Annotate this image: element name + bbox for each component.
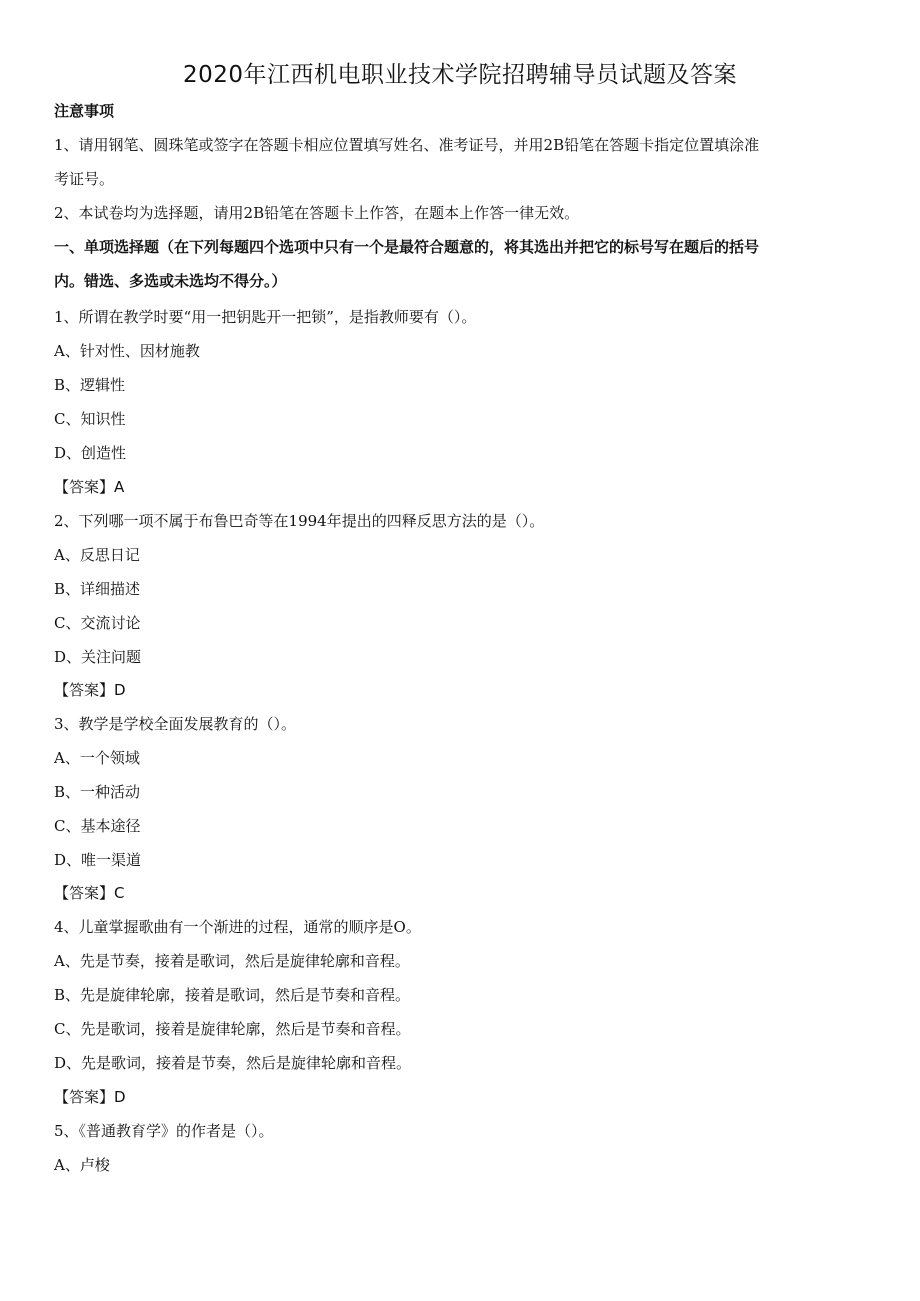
page-title: 2020年江西机电职业技术学院招聘辅导员试题及答案 (182, 62, 738, 88)
notice-heading: 注意事项 (54, 102, 115, 120)
notice-item-1: 1、请用钢笔、圆珠笔或签字在答题卡相应位置填写姓名、准考证号，并用2B铅笔在答题卡指定位置填涂准 (54, 136, 760, 154)
question-stem: 5、《普通教育学》的作者是（）。 (54, 1122, 274, 1140)
question-option: A、先是节奏，接着是歌词，然后是旋律轮廓和音程。 (54, 952, 410, 970)
question-option: C、交流讨论 (54, 614, 141, 632)
question-option: D、创造性 (54, 444, 127, 462)
question-option: A、针对性、因材施教 (54, 342, 200, 360)
question-option: D、唯一渠道 (54, 851, 142, 869)
notice-item-2: 2、本试卷均为选择题，请用2B铅笔在答题卡上作答，在题本上作答一律无效。 (54, 204, 580, 222)
question-option: B、逻辑性 (54, 376, 126, 394)
question-option: B、一种活动 (54, 783, 141, 801)
question-option: A、卢梭 (54, 1156, 110, 1174)
question-stem: 4、儿童掌握歌曲有一个渐进的过程，通常的顺序是O。 (54, 918, 421, 936)
question-option: B、先是旋律轮廓，接着是歌词，然后是节奏和音程。 (54, 986, 411, 1004)
notice-item-1-continued: 考证号。 (54, 170, 115, 188)
section-heading: 一、单项选择题（在下列每题四个选项中只有一个是最符合题意的，将其选出并把它的标号写在题后的括号 (54, 238, 760, 256)
question-answer: 【答案】D (54, 1088, 126, 1106)
question-option: D、关注问题 (54, 648, 142, 666)
question-option: A、一个领域 (54, 749, 140, 767)
question-answer: 【答案】D (54, 681, 126, 699)
question-stem: 1、所谓在教学时要“用一把钥匙开一把锁”，是指教师要有（）。 (54, 308, 477, 326)
question-stem: 3、教学是学校全面发展教育的（）。 (54, 715, 297, 733)
question-option: A、反思日记 (54, 546, 140, 564)
question-stem: 2、下列哪一项不属于布鲁巴奇等在1994年提出的四释反思方法的是（）。 (54, 512, 545, 530)
question-option: C、先是歌词，接着是旋律轮廓，然后是节奏和音程。 (54, 1020, 411, 1038)
question-answer: 【答案】A (54, 478, 125, 496)
question-answer: 【答案】C (54, 884, 125, 902)
question-option: B、详细描述 (54, 580, 141, 598)
question-option: C、基本途径 (54, 817, 141, 835)
question-option: D、先是歌词，接着是节奏，然后是旋律轮廓和音程。 (54, 1054, 412, 1072)
question-option: C、知识性 (54, 410, 126, 428)
section-heading-continued: 内。错选、多选或未选均不得分。） (54, 272, 287, 290)
